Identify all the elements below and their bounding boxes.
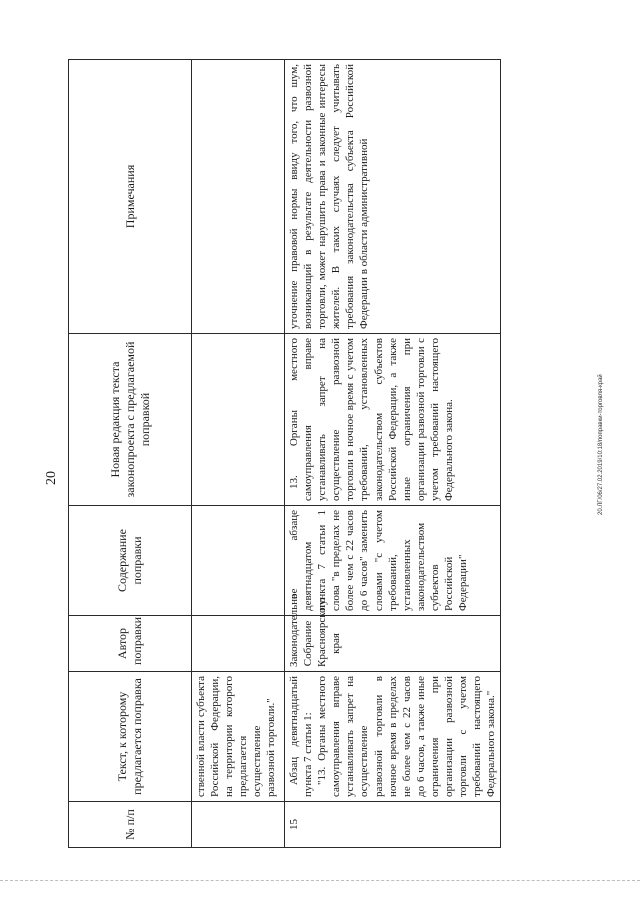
- amendments-table-rotated: [68, 60, 578, 848]
- row1-source-text: ственной власти субъекта Российской Федерации, на территории которого предлагается осуществление развозной торговли.": [192, 672, 285, 802]
- row1-number: [192, 802, 285, 848]
- header-author: Автор поправки: [69, 616, 192, 672]
- row2-new-text: 13. Органы местного самоуправления вправе устанавливать запрет на осуществление развозной торговли в ночное время с учетом требований, установленных законодательством субъектов Российской Федерации, а также иные ограничения при организации развозной торговли с учетом требований настоящего Федерального закона.: [285, 334, 501, 506]
- table-row: [285, 60, 501, 848]
- row2-source-heading: Абзац девятнадцатый пункта 7 статьи 1:: [288, 676, 315, 797]
- amendments-table: [68, 59, 501, 848]
- page-number: 20: [44, 471, 59, 485]
- table-row: [192, 60, 285, 848]
- row1-new-text: [192, 334, 285, 506]
- row2-author: Законодательное Собрание Красноярского края: [285, 616, 501, 672]
- header-source-text: Текст, к которому предлагается поправка: [69, 672, 192, 802]
- row2-source-cell: [285, 672, 501, 802]
- row2-number: 15: [285, 802, 501, 848]
- row1-notes: [192, 60, 285, 334]
- row2-notes: уточнение правовой нормы ввиду того, что шум, возникающий в результате деятельности развозной торговли, может нарушить права и законные интересы жителей. В таких случаях следует учитывать требования законодательства субъекта Российской Федерации в области административной: [285, 60, 501, 334]
- scan-edge-line: [0, 880, 640, 882]
- header-number: № п/п: [69, 802, 192, 848]
- header-new-text: Новая редакция текста законопроекта с предлагаемой поправкой: [69, 334, 192, 506]
- table-header-row: [69, 60, 192, 848]
- footer-code: 20.ЛГ/06/27.02.2019/10:18/поправки-торговля-край: [598, 374, 604, 515]
- row2-content: в абзаце девятнадцатом пункта 7 статьи 1 слова "в пределах не более чем с 22 часов до 6 часов" заменить словами "с учетом требований, установленных законодательством субъектов Российской Федерации": [285, 506, 501, 616]
- row1-content: [192, 506, 285, 616]
- row2-source-text: "13. Органы местного самоуправления вправе устанавливать запрет на осуществление развозной торговли в ночное время в пределах не более чем с 22 часов до 6 часов, а также иные ограничения при организации развозной торговли с учетом требований настоящего Федерального закона.": [316, 676, 498, 797]
- header-notes: Примечания: [69, 60, 192, 334]
- row1-author: [192, 616, 285, 672]
- header-content: Содержание поправки: [69, 506, 192, 616]
